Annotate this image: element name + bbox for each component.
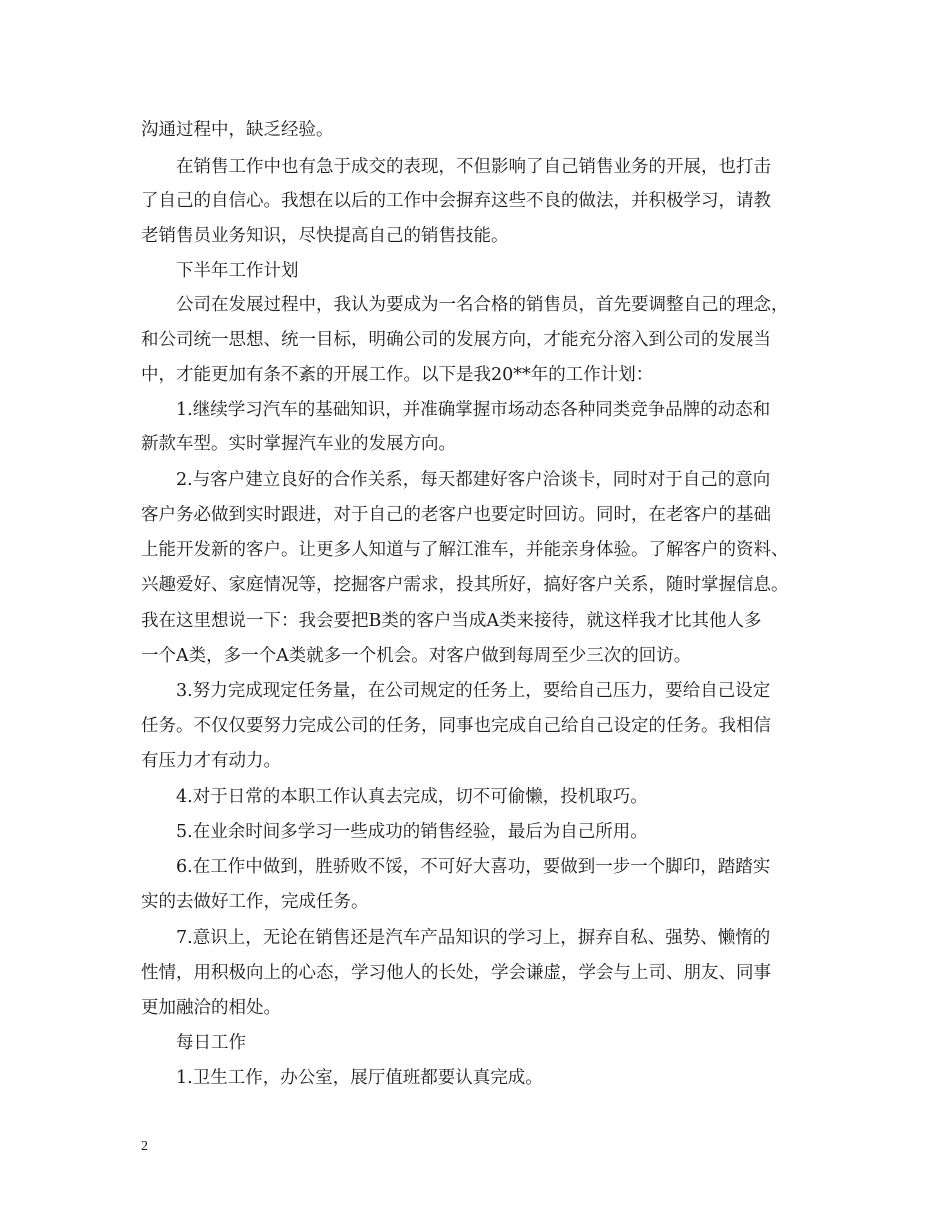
text-line [0, 711, 950, 741]
text-line [0, 186, 950, 216]
line-text: 一个A类，多一个A类就多一个机会。对客户做到每周至少三次的回访。 [141, 646, 692, 666]
line-text: 上能开发新的客户。让更多人知道与了解江淮车，并能亲身体验。了解客户的资料、 [141, 540, 789, 560]
text-line [0, 958, 950, 988]
text-line [0, 115, 950, 145]
line-text: 任务。不仅仅要努力完成公司的任务，同事也完成自己给自己设定的任务。我相信 [141, 716, 771, 736]
line-text: 4.对于日常的本职工作认真去完成，切不可偷懒，投机取巧。 [176, 787, 648, 807]
line-text: 了自己的自信心。我想在以后的工作中会摒弃这些不良的做法，并积极学习，请教 [141, 191, 771, 211]
text-line [0, 325, 950, 355]
text-line [0, 1063, 950, 1093]
line-text: 7.意识上，无论在销售还是汽车产品知识的学习上，摒弃自私、强势、懒惰的 [176, 928, 771, 948]
text-line [0, 817, 950, 847]
line-text: 1.卫生工作，办公室，展厅值班都要认真完成。 [176, 1068, 543, 1088]
text-line [0, 152, 950, 182]
text-line [0, 676, 950, 706]
line-text: 下半年工作计划 [176, 261, 299, 281]
text-line [0, 887, 950, 917]
line-text: 有压力才有动力。 [141, 751, 281, 771]
line-text: 性情，用积极向上的心态，学习他人的长处，学会谦虚，学会与上司、朋友、同事 [141, 963, 771, 983]
line-text: 我在这里想说一下：我会要把B类的客户当成A类来接待，就这样我才比其他人多 [141, 611, 762, 631]
section-heading [0, 1028, 950, 1058]
line-text: 公司在发展过程中，我认为要成为一名合格的销售员，首先要调整自己的理念， [176, 295, 789, 315]
line-text: 和公司统一思想、统一目标，明确公司的发展方向，才能充分溶入到公司的发展当 [141, 330, 771, 350]
text-line [0, 395, 950, 425]
text-line [0, 221, 950, 251]
text-line [0, 746, 950, 776]
text-line [0, 500, 950, 530]
text-line [0, 993, 950, 1023]
text-line [0, 290, 950, 320]
line-text: 客户务必做到实时跟进，对于自己的老客户也要定时回访。同时，在老客户的基础 [141, 505, 771, 525]
line-text: 1.继续学习汽车的基础知识，并准确掌握市场动态各种同类竞争品牌的动态和 [176, 400, 771, 420]
line-text: 兴趣爱好、家庭情况等，挖掘客户需求，投其所好，搞好客户关系，随时掌握信息。 [141, 575, 789, 595]
line-text: 每日工作 [176, 1033, 246, 1053]
line-text: 老销售员业务知识，尽快提高自己的销售技能。 [141, 226, 509, 246]
line-text: 6.在工作中做到，胜骄败不馁，不可好大喜功，要做到一步一个脚印，踏踏实 [176, 857, 771, 877]
line-text: 新款车型。实时掌握汽车业的发展方向。 [141, 434, 456, 454]
line-text: 沟通过程中，缺乏经验。 [141, 120, 334, 140]
section-heading [0, 256, 950, 286]
line-text: 实的去做好工作，完成任务。 [141, 892, 369, 912]
text-line [0, 641, 950, 671]
text-line [0, 923, 950, 953]
line-text: 中，才能更加有条不紊的开展工作。以下是我20**年的工作计划： [141, 365, 654, 385]
line-text: 3.努力完成现定任务量，在公司规定的任务上，要给自己压力，要给自己设定 [176, 681, 771, 701]
text-line [0, 852, 950, 882]
line-text: 更加融洽的相处。 [141, 998, 281, 1018]
text-line [0, 606, 950, 636]
text-line [0, 535, 950, 565]
text-line [0, 465, 950, 495]
text-line [0, 360, 950, 390]
text-line [0, 570, 950, 600]
text-line [0, 429, 950, 459]
line-text: 在销售工作中也有急于成交的表现，不但影响了自己销售业务的开展，也打击 [176, 157, 771, 177]
page-number: 2 [141, 1139, 148, 1154]
text-line [0, 782, 950, 812]
line-text: 2.与客户建立良好的合作关系，每天都建好客户洽谈卡，同时对于自己的意向 [176, 470, 771, 490]
line-text: 5.在业余时间多学习一些成功的销售经验，最后为自己所用。 [176, 822, 648, 842]
